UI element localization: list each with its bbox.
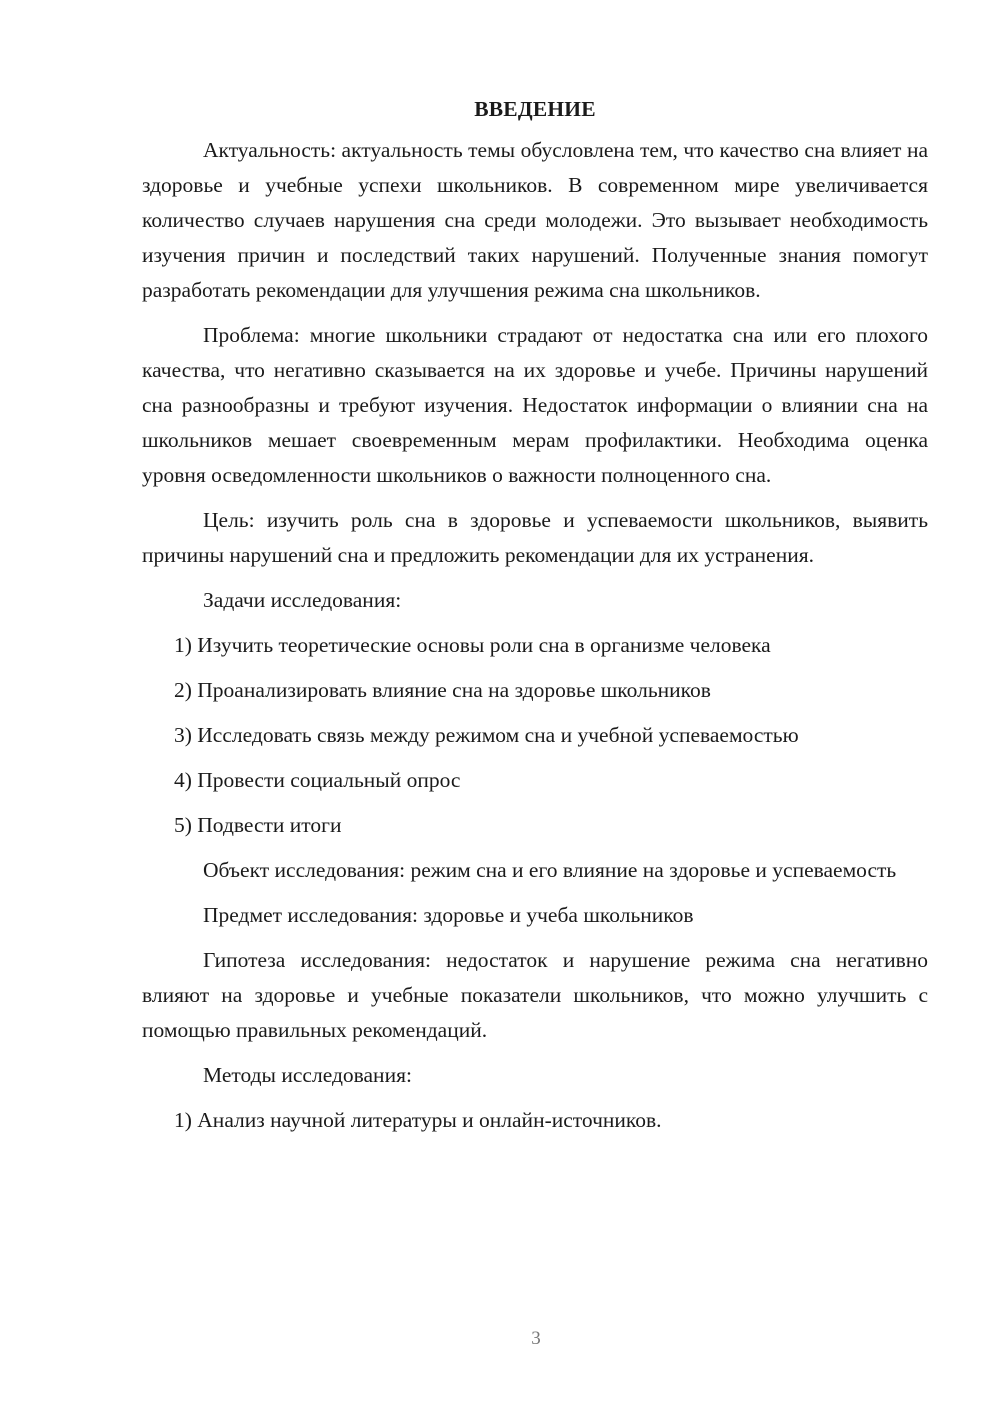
- object-paragraph: Объект исследования: режим сна и его влияние на здоровье и успеваемость: [203, 858, 897, 882]
- list-item: 4) Провести социальный опрос: [174, 768, 461, 792]
- list-item: 1) Изучить теоретические основы роли сна в организме человека: [174, 633, 771, 657]
- page-title: ВВЕДЕНИЕ: [474, 97, 596, 121]
- tasks-heading: Задачи исследования:: [203, 588, 402, 612]
- tasks-list: [142, 628, 928, 843]
- relevance-paragraph: Актуальность: актуальность темы обусловлена тем, что качество сна влияет на здоровье и учебные успехи школьников. В современном мире увеличивается количество случаев нарушения сна среди молодежи. Это вызывает необходимость изучения причин и последствий таких нарушений. Полученные знания помогут разработать рекомендации для улучшения режима сна школьников.: [142, 138, 928, 302]
- list-item: 2) Проанализировать влияние сна на здоровье школьников: [174, 678, 711, 702]
- hypothesis-paragraph: Гипотеза исследования: недостаток и нарушение режима сна негативно влияют на здоровье и учебные показатели школьников, что можно улучшить с помощью правильных рекомендаций.: [142, 948, 928, 1042]
- list-item: 3) Исследовать связь между режимом сна и учебной успеваемостью: [174, 723, 799, 747]
- list-item: 5) Подвести итоги: [174, 813, 342, 837]
- list-item: 1) Анализ научной литературы и онлайн-источников.: [174, 1108, 662, 1132]
- methods-list: [142, 1103, 928, 1138]
- page-number: 3: [531, 1328, 541, 1349]
- subject-paragraph: Предмет исследования: здоровье и учеба школьников: [203, 903, 694, 927]
- problem-paragraph: Проблема: многие школьники страдают от недостатка сна или его плохого качества, что негативно сказывается на их здоровье и учебе. Причины нарушений сна разнообразны и требуют изучения. Недостаток информации о влиянии сна на школьников мешает своевременным мерам профилактики. Необходима оценка уровня осведомленности школьников о важности полноценного сна.: [142, 323, 928, 487]
- methods-heading: Методы исследования:: [203, 1063, 412, 1087]
- document-body: [142, 92, 928, 1148]
- goal-paragraph: Цель: изучить роль сна в здоровье и успеваемости школьников, выявить причины нарушений сна и предложить рекомендации для их устранения.: [142, 508, 928, 567]
